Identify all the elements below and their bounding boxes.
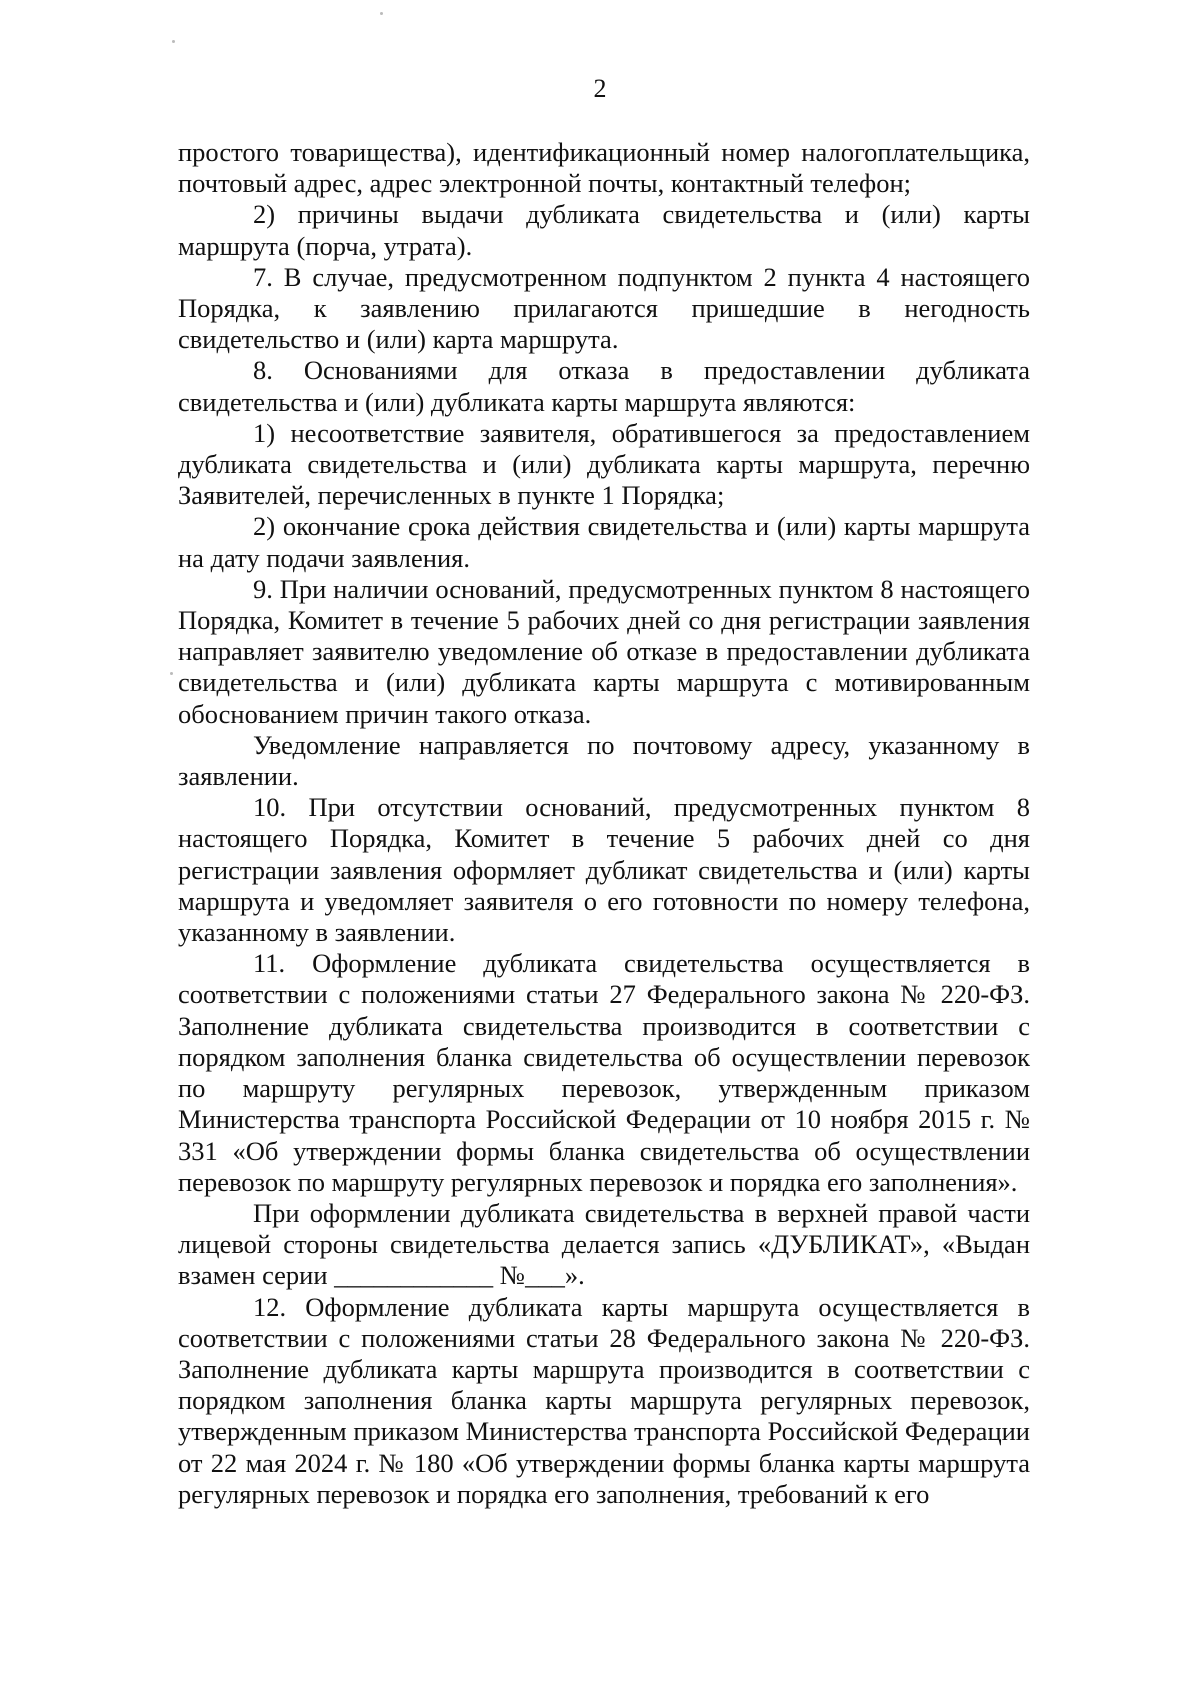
- paragraph: 7. В случае, предусмотренном подпунктом 2 пункта 4 настоящего Порядка, к заявлению прилагаются пришедшие в негодность свидетельство и (или) карта маршрута.: [178, 261, 1030, 355]
- paragraph: 12. Оформление дубликата карты маршрута осуществляется в соответствии с положениями статьи 28 Федерального закона № 220-ФЗ. Заполнение дубликата карты маршрута производится в соответствии с порядком заполнения бланка карты маршрута регулярных перевозок, утвержденным приказом Министерства транспорта Российской Федерации от 22 мая 2024 г. № 180 «Об утверждении формы бланка карты маршрута регулярных перевозок и порядка его заполнения, требований к его: [178, 1291, 1030, 1509]
- page-number: 2: [593, 74, 607, 103]
- paragraph: 8. Основаниями для отказа в предоставлении дубликата свидетельства и (или) дубликата карты маршрута являются:: [178, 355, 1030, 417]
- paragraph: 2) окончание срока действия свидетельства и (или) карты маршрута на дату подачи заявления.: [178, 511, 1030, 573]
- scan-artifact: [170, 672, 173, 675]
- paragraph: 9. При наличии оснований, предусмотренных пунктом 8 настоящего Порядка, Комитет в течение 5 рабочих дней со дня регистрации заявления направляет заявителю уведомление об отказе в предоставлении дубликата свидетельства и (или) дубликата карты маршрута с мотивированным обоснованием причин такого отказа.: [178, 573, 1030, 729]
- paragraph: простого товарищества), идентификационный номер налогоплательщика, почтовый адрес, адрес электронной почты, контактный телефон;: [178, 137, 1030, 199]
- scan-artifact: [172, 40, 175, 43]
- document-body: [178, 137, 1030, 1510]
- paragraph: 10. При отсутствии оснований, предусмотренных пунктом 8 настоящего Порядка, Комитет в течение 5 рабочих дней со дня регистрации заявления оформляет дубликат свидетельства и (или) карты маршрута и уведомляет заявителя о его готовности по номеру телефона, указанному в заявлении.: [178, 792, 1030, 948]
- paragraph: 1) несоответствие заявителя, обратившегося за предоставлением дубликата свидетельства и (или) дубликата карты маршрута, перечню Заявителей, перечисленных в пункте 1 Порядка;: [178, 417, 1030, 511]
- scan-artifact: [380, 12, 383, 15]
- paragraph: 2) причины выдачи дубликата свидетельства и (или) карты маршрута (порча, утрата).: [178, 199, 1030, 261]
- paragraph: Уведомление направляется по почтовому адресу, указанному в заявлении.: [178, 729, 1030, 792]
- paragraph: При оформлении дубликата свидетельства в верхней правой части лицевой стороны свидетельства делается запись «ДУБЛИКАТ», «Выдан взамен серии ____________ №___».: [178, 1197, 1030, 1291]
- paragraph: 11. Оформление дубликата свидетельства осуществляется в соответствии с положениями статьи 27 Федерального закона № 220-ФЗ. Заполнение дубликата свидетельства производится в соответствии с порядком заполнения бланка свидетельства об осуществлении перевозок по маршруту регулярных перевозок, утвержденным приказом Министерства транспорта Российской Федерации от 10 ноября 2015 г. № 331 «Об утверждении формы бланка свидетельства об осуществлении перевозок по маршруту регулярных перевозок и порядка его заполнения».: [178, 948, 1030, 1197]
